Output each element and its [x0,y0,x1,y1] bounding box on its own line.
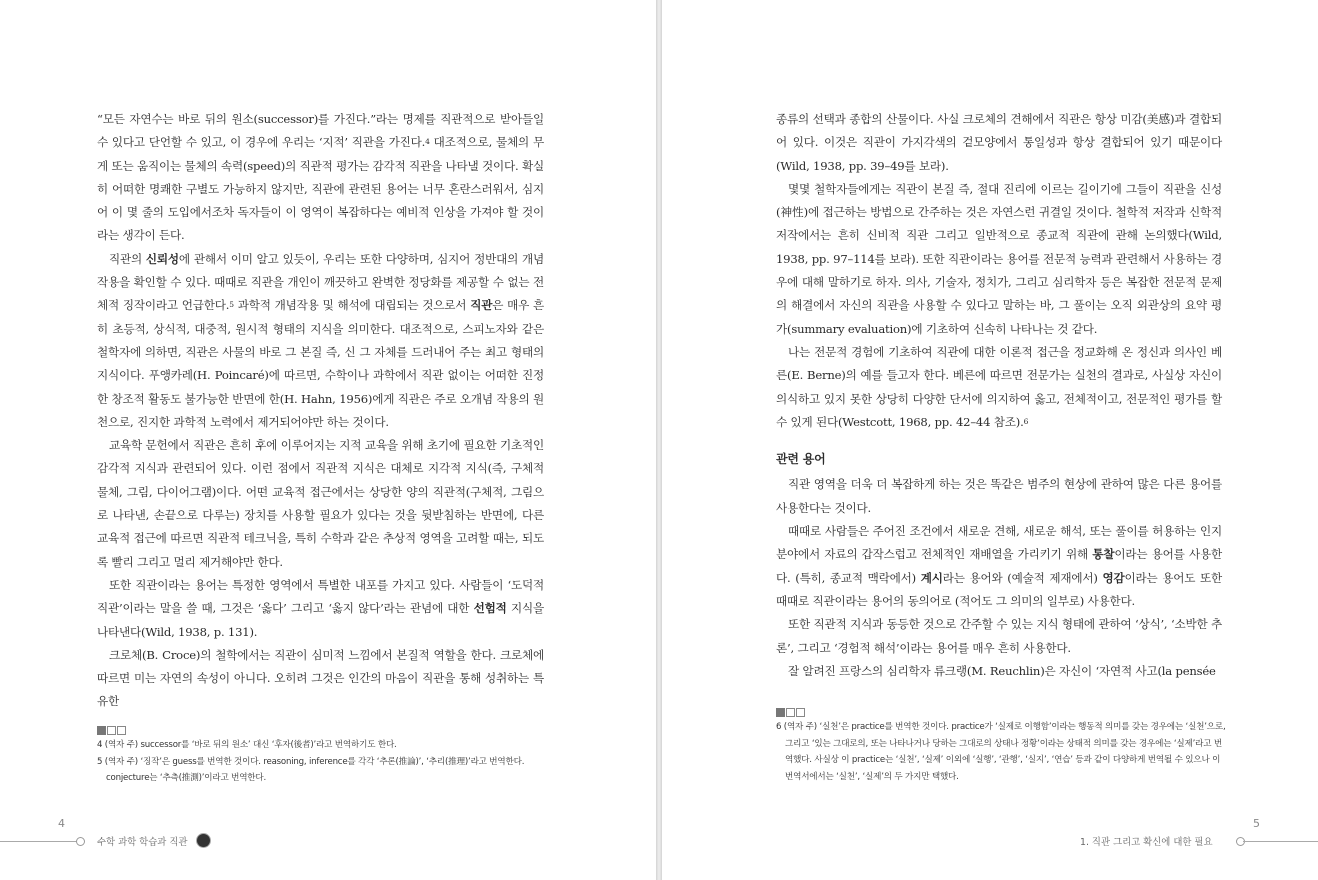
bold-term: 통찰 [1092,547,1115,562]
bold-term: 직관 [470,298,493,313]
footnote-4: 4 (역자 주) successor를 ‘바로 뒤의 원소’ 대신 ‘후자(後者)’라고 번역하기도 한다. [97,740,397,750]
page-number-right: 5 [1253,817,1260,830]
bold-term: 계시 [920,570,943,585]
page-number-left: 4 [58,817,65,830]
paragraph: 교육학 문헌에서 직관은 흔히 후에 이루어지는 지적 교육을 위해 초기에 필요한 기초적인 감각적 지식과 관련되어 있다. 이런 점에서 직관적 지식은 대체로 지각적 지식(즉, 구체적 물체, 그림, 다이어그램)이다. 어떤 교육적 접근에서는 상당한 양의 직관적(구체적, 그림으로 나타낸, 손끝으로 다루는) 장치를 사용할 필요가 있다는 것을 뒷받침하는 반면에, 다른 교육적 접근에 따르면 직관적 테크닉을, 특히 수학과 같은 추상적 영역을 고려할 때는, 되도록 빨리 그리고 멀리 제거해야만 한다. [97,438,544,569]
bold-term: 신뢰성 [145,251,179,266]
running-title-left: 수학 과학 학습과 직관 [97,837,188,848]
paragraph: 직관의 신뢰성에 관해서 이미 알고 있듯이, 우리는 또한 다양하며, 심지어 정반대의 개념작용을 확인할 수 있다. 때때로 직관을 개인이 깨끗하고 완벽한 정당화를 제공할 수 없는 전체적 징작이라고 언급한다.$^5$ 과학적 개념작용 및 해석에 대립되는 것으로서 직관은 매우 흔히 초등적, 상식적, 대중적, 원시적 형태의 지식을 의미한다. 대조적으로, 스피노자와 같은 철학자에 의하면, 직관은 사물의 바로 그 본질 즉, 신 그 자체를 드러내어 주는 최고 형태의 지식이다. 푸앵카레(H. Poincaré)에 따르면, 수학이나 과학에서 직관 없이는 어떠한 진정한 창조적 활동도 불가능한 반면에 한(H. Hahn, 1956)에게 직관은 주로 오개념 작용의 원천으로, 진지한 과학적 노력에서 제거되어야만 하는 것이다. [97,251,545,429]
footnote-ref[interactable]: 6 [1023,416,1029,426]
paragraph: 또한 직관적 지식과 동등한 것으로 간주할 수 있는 지식 형태에 관하여 ‘상식’, ‘소박한 추론’, 그리고 ‘경험적 해석’이라는 용어를 매우 흔히 사용한다. [776,617,1222,655]
paragraph: 또한 직관이라는 용어는 특정한 영역에서 특별한 내포를 가지고 있다. 사람들이 ‘도덕적 직관’이라는 말을 쓸 때, 그것은 ‘옳다’ 그리고 ‘옳지 않다’라는 관념에 대한 선험적 지식을 나타낸다(Wild, 1938, p. 131). [97,577,544,639]
footnote-5: 5 (역자 주) ‘징작’은 guess를 번역한 것이다. reasoning, inference를 각각 ‘추론(推論)’, ‘추리(推理)’라고 번역한다. conjecture는 ‘추측(推測)’이라고 번역한다. [97,756,525,783]
section-heading: 관련 용어 [776,452,826,467]
paragraph: 몇몇 철학자들에게는 직관이 본질 즉, 절대 진리에 이르는 길이기에 그들이 직관을 신성(神性)에 접근하는 방법으로 간주하는 것은 자연스런 귀결일 것이다. 철학적 저작과 신학적 저작에서는 흔히 신비적 직관 그리고 일반적으로 종교적 직관에 관해 논의했다(Wild, 1938, pp. 97–114를 보라). 또한 직관이라는 용어를 전문적 능력과 관련해서 사용하는 경우에 대해 말하기로 하자. 의사, 기술자, 정치가, 그리고 심리학자 등은 복잡한 전문적 문제의 해결에서 자신의 직관을 사용할 수 있다고 말하는 바, 그 풀이는 오직 외관상의 요약 평가(summary evaluation)에 기초하여 신속히 나타나는 것 같다. [776,181,1222,336]
paragraph: 나는 전문적 경험에 기초하여 직관에 대한 이론적 접근을 정교화해 온 정신과 의사인 베른(E. Berne)의 예를 들고자 한다. 베른에 따르면 전문가는 실천의 결과로, 사실상 자신이 의식하고 있지 못한 상당히 다양한 단서에 의지하여 옳고, 전체적이고, 전문적인 평가를 할 수 있게 된다(Westcott, 1968, pp. 42–44 참조).$^6$ [776,344,1222,429]
footer-rule-right [1243,841,1318,842]
footer-rule-left [0,841,78,842]
footnote-6: 6 (역자 주) ‘실천’은 practice를 번역한 것이다. practice가 ‘실제로 이행함’이라는 행동적 의미를 갖는 경우에는 ‘실천’으로, 그리고 ‘있는 그대로의, 또는 나타나거나 당하는 그대로의 상태나 정황’이라는 상태적 의미를 갖는 경우에는 ‘실제’라고 번역했다. 사실상 이 practice는 ‘실천’, ‘실제’ 이외에 ‘실행’, ‘관행’, ‘실지’, ‘연습’ 등과 같이 다양하게 번역될 수 있으나 이 번역서에서는 ‘실천’, ‘실제’의 두 가지만 택했다. [776,722,1226,782]
footer-dot-icon [197,834,210,847]
bold-term: 선험적 [473,601,507,616]
footnote-marker-icon [97,724,547,736]
left-page [0,0,656,880]
paragraph: 잘 알려진 프랑스의 심리학자 류크랭(M. Reuchlin)은 자신이 ‘자연적 사고(la pensée [788,663,1216,678]
paragraph: 직관 영역을 더욱 더 복잡하게 하는 것은 똑같은 범주의 현상에 관하여 많은 다른 용어를 사용한다는 것이다. [776,477,1222,515]
paragraph: 때때로 사람들은 주어진 조건에서 새로운 견해, 새로운 해석, 또는 풀이를 허용하는 인지 분야에서 자료의 갑작스럽고 전체적인 재배열을 가리키기 위해 통찰이라는 용어를 사용한다. (특히, 종교적 맥락에서) 계시라는 용어와 (예술적 제재에서) 영감이라는 용어도 또한 때때로 직관이라는 용어의 동의어로 (적어도 그 의미의 일부로) 사용한다. [776,524,1223,608]
paragraph: “모든 자연수는 바로 뒤의 원소(successor)를 가진다.”라는 명제를 직관적으로 받아들일 수 있다고 단언할 수 있고, 이 경우에 우리는 ‘지적’ 직관을 가진다.$^4$ 대조적으로, 물체의 무게 또는 움직이는 물체의 속력(speed)의 직관적 평가는 감각적 직관을 나타낼 것이다. 확실히 어떠한 명쾌한 구별도 가능하지 않지만, 직관에 관련된 용어는 너무 혼란스러워서, 심지어 이 몇 줄의 도입에서조차 독자들이 이 영역이 복잡하다는 예비적 인상을 가져야 할 것이라는 생각이 든다. [97,112,544,243]
bold-term: 영감 [1102,570,1125,585]
right-footnotes [776,706,1226,785]
paragraph: 종류의 선택과 종합의 산물이다. 사실 크로체의 견해에서 직관은 항상 미감(美感)과 결합되어 있다. 이것은 직관이 가지각색의 겉모양에서 통일성과 항상 결합되어 있기 때문이다(Wild, 1938, pp. 39–49를 보라). [776,112,1222,173]
footnote-ref[interactable]: 4 [425,137,430,147]
left-body-text [97,108,544,714]
footnote-marker-icon [776,706,1226,718]
footnote-ref[interactable]: 5 [229,300,234,310]
right-body-text [776,108,1222,683]
running-title-right: 1. 직관 그리고 확신에 대한 필요 [1080,837,1213,848]
right-page [662,0,1318,880]
left-footnotes [97,724,547,787]
paragraph: 크로체(B. Croce)의 철학에서는 직관이 심미적 느낌에서 본질적 역할을 한다. 크로체에 따르면 미는 자연의 속성이 아니다. 오히려 그것은 인간의 마음이 직관을 통해 성취하는 특유한 [97,647,544,709]
footer-circle-icon [76,837,85,846]
